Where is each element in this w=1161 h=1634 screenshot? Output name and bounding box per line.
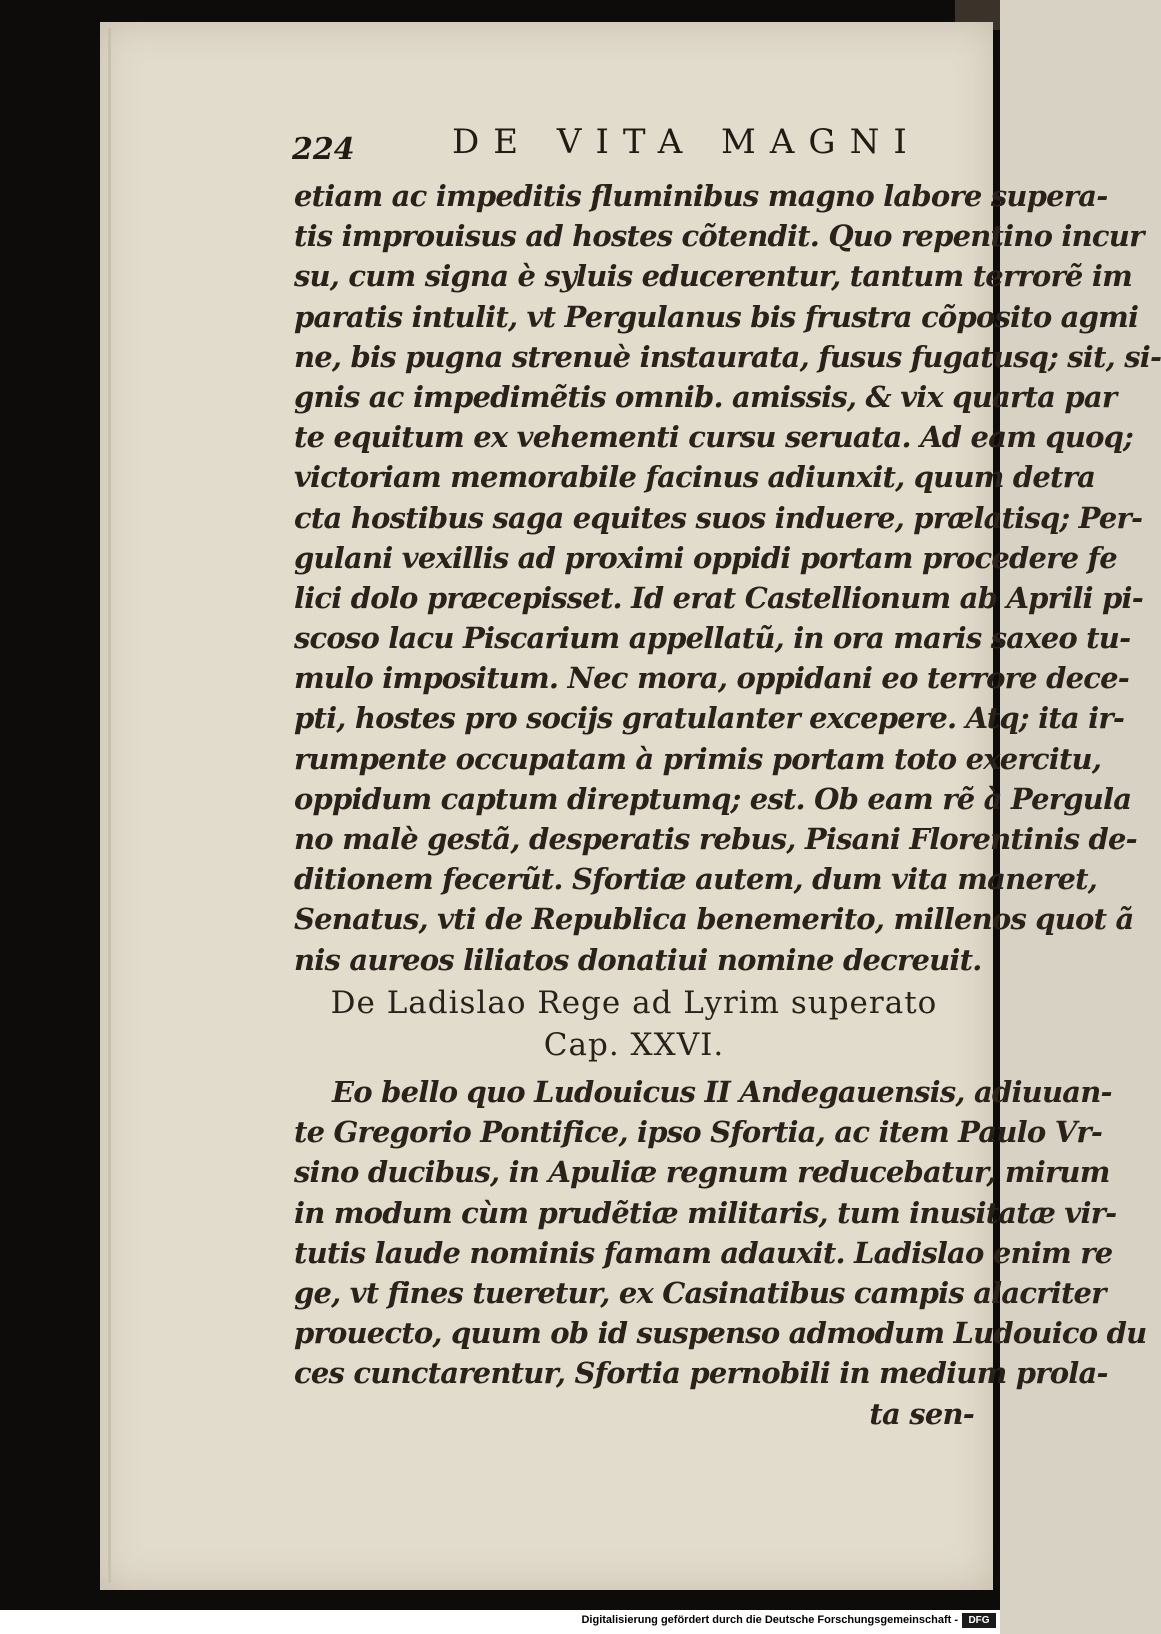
text-line: gnis ac impedimẽtis omnib. amissis, & vix quarta par — [294, 379, 1117, 414]
text-line: Senatus, vti de Republica benemerito, millenos quot ã — [294, 902, 1134, 937]
page-gutter-line — [108, 28, 111, 1583]
chapter-title: De Ladislao Rege ad Lyrim superato — [330, 985, 938, 1021]
text-line: no malè gestã, desperatis rebus, Pisani Florentinis de- — [294, 822, 1137, 856]
page-header — [292, 118, 921, 168]
page-number: 224 — [292, 132, 355, 167]
text-line: ge, vt fines tueretur, ex Casinatibus campis alacriter — [294, 1275, 1106, 1310]
catchword: ta sen- — [869, 1396, 974, 1431]
text-line: rumpente occupatam à primis portam toto exercitu, — [294, 741, 1102, 776]
text-line: victoriam memorabile facinus adiunxit, quum detra — [294, 460, 1096, 495]
text-line: tutis laude nominis famam adauxit. Ladislao enim re — [294, 1235, 1113, 1270]
text-line: ne, bis pugna strenuè instaurata, fusus fugatusq; sit, si- — [294, 339, 1161, 374]
running-title: DE VITA MAGNI — [452, 122, 921, 162]
text-line: ces cunctarentur, Sfortia pernobili in medium prola- — [294, 1356, 1108, 1391]
text-line: gulani vexillis ad proximi oppidi portam procedere fe — [294, 540, 1117, 575]
text-line: te Gregorio Pontifice, ipso Sfortia, ac item Paulo Vr- — [294, 1115, 1103, 1150]
digitization-credit: Digitalisierung gefördert durch die Deutsche Forschungsgemeinschaft - — [581, 1614, 958, 1626]
chapter-number: Cap. XXVI. — [543, 1027, 725, 1063]
text-line: mulo impositum. Nec mora, oppidani eo terrore dece- — [294, 661, 1129, 696]
text-line: tis improuisus ad hostes cõtendit. Quo repentino incur — [294, 219, 1144, 254]
text-line: te equitum ex vehementi cursu seruata. Ad eam quoq; — [294, 420, 1134, 455]
chapter-heading — [294, 982, 974, 1066]
paragraph-2 — [294, 1072, 1147, 1434]
text-line: paratis intulit, vt Pergulanus bis frustra cõposito agmi — [294, 299, 1139, 334]
text-line: prouecto, quum ob id suspenso admodum Ludouico du — [294, 1316, 1147, 1351]
text-line: scoso lacu Piscarium appellatũ, in ora maris saxeo tu- — [294, 621, 1131, 656]
dfg-logo: DFG — [962, 1613, 996, 1628]
text-line: Eo bello quo Ludouicus II Andegauensis, adiuuan- — [332, 1075, 1112, 1109]
text-line: cta hostibus saga equites suos induere, prælatisq; Per- — [294, 500, 1143, 535]
text-line: oppidum captum direptumq; est. Ob eam rẽ à Pergula — [294, 781, 1132, 816]
text-line: pti, hostes pro socijs gratulanter excepere. Atq; ita ir- — [294, 701, 1125, 736]
text-line: nis aureos liliatos donatiui nomine decreuit. — [294, 942, 982, 977]
text-line: lici dolo præcepisset. Id erat Castellionum ab Aprili pi- — [294, 580, 1143, 615]
text-line: etiam ac impeditis fluminibus magno labore supera- — [294, 179, 1108, 213]
paragraph-1 — [294, 176, 1161, 980]
text-line: sino ducibus, in Apuliæ regnum reducebatur, mirum — [294, 1155, 1110, 1190]
text-line: ditionem fecerũt. Sfortiæ autem, dum vita maneret, — [294, 862, 1098, 897]
text-line: in modum cùm prudẽtiæ militaris, tum inusitatæ vir- — [294, 1195, 1117, 1230]
text-line: su, cum signa è syluis educerentur, tantum terrorẽ im — [294, 259, 1132, 294]
